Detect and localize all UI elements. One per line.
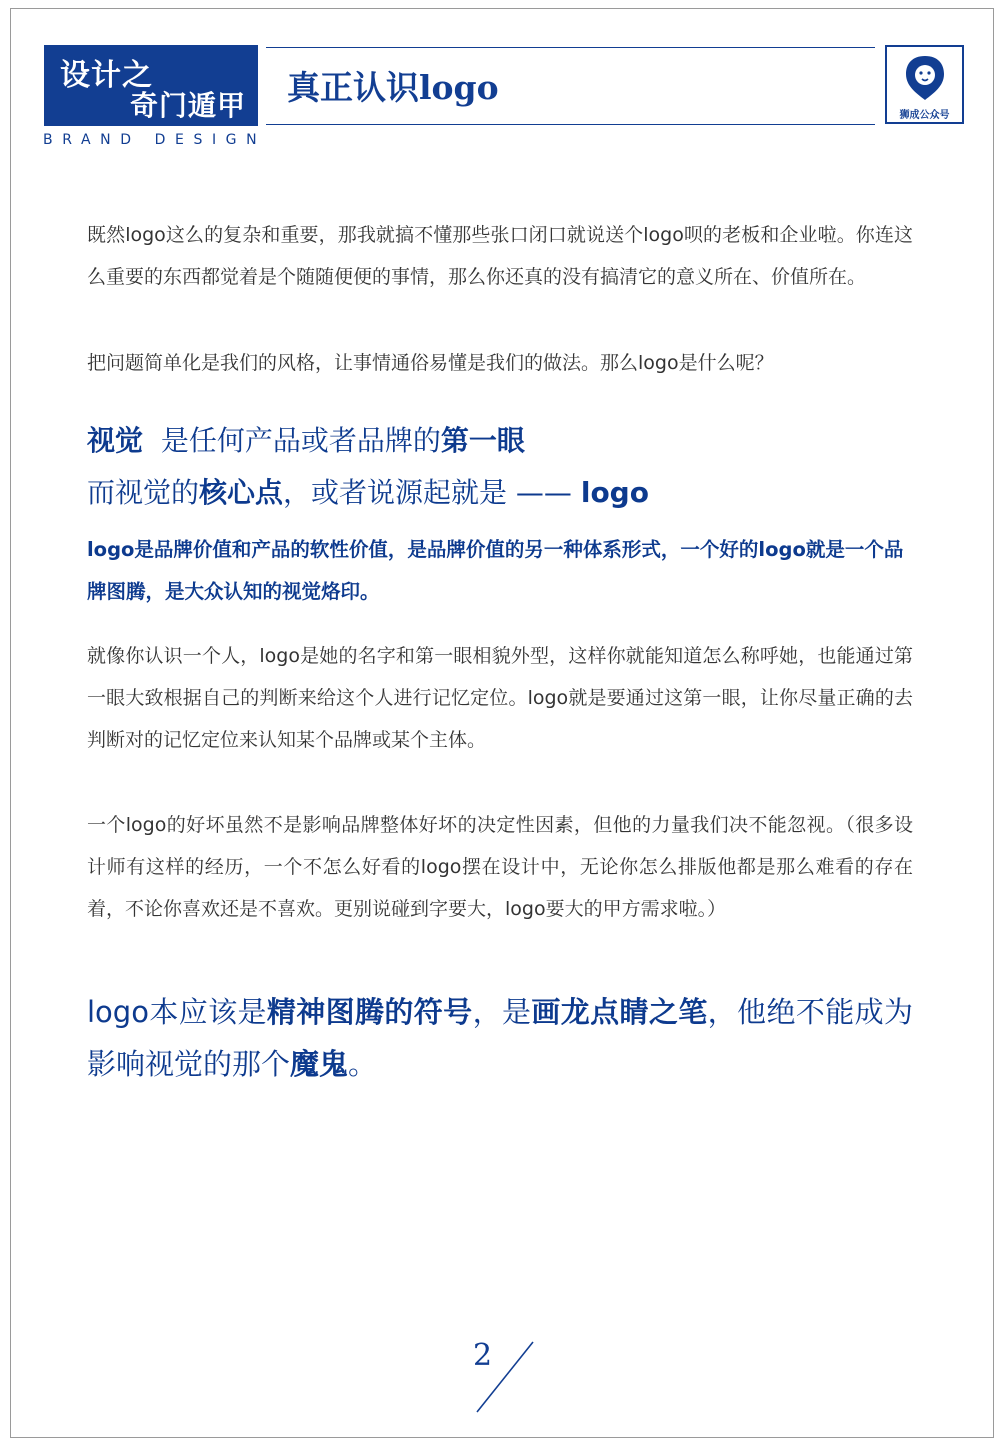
closing-bold3: 魔鬼 xyxy=(290,1047,349,1081)
page-title: 真正认识logo xyxy=(287,68,499,107)
closing-text1: logo本应该是 xyxy=(87,995,267,1029)
headline-visual xyxy=(87,419,525,459)
headline-core-text2: ，或者说源起就是 —— xyxy=(283,476,581,509)
page-number-slash xyxy=(475,1340,537,1414)
intro-paragraph-2: 把问题简单化是我们的风格，让事情通俗易懂是我们的做法。那么logo是什么呢？ xyxy=(87,352,774,374)
brand-name-line1: 设计之 xyxy=(60,58,153,93)
analogy-paragraph: 就像你认识一个人，logo是她的名字和第一眼相貌外型，这样你就能知道怎么称呼她，也能通过第一眼大致根据自己的判断来给这个人进行记忆定位。logo就是要通过这第一眼，让你尽量正确的去判断对的记忆定位来认知某个品牌或某个主体。 xyxy=(87,645,913,751)
closing-statement xyxy=(87,986,913,1090)
definition-paragraph: logo是品牌价值和产品的软性价值，是品牌价值的另一种体系形式，一个好的logo就是一个品牌图腾，是大众认知的视觉烙印。 xyxy=(87,538,904,603)
title-rule-top xyxy=(266,47,875,48)
page-number: 2 xyxy=(473,1338,493,1373)
badge-caption: 狮成公众号 xyxy=(899,110,950,121)
importance-paragraph: 一个logo的好坏虽然不是影响品牌整体好坏的决定性因素，但他的力量我们决不能忽视。（很多设计师有这样的经历，一个不怎么好看的logo摆在设计中，无论你怎么排版他都是那么难看的存在着，不论你喜欢还是不喜欢。更别说碰到字要大，logo要大的甲方需求啦。） xyxy=(87,814,913,920)
closing-bold1: 精神图腾的符号 xyxy=(266,995,473,1029)
brand-subtitle: BRAND DESIGN xyxy=(43,132,267,148)
headline-core xyxy=(87,471,649,511)
intro-paragraph-1: 既然logo这么的复杂和重要，那我就搞不懂那些张口闭口就说送个logo呗的老板和企业啦。你连这么重要的东西都觉着是个随随便便的事情，那么你还真的没有搞清它的意义所在、价值所在。 xyxy=(87,224,913,288)
headline-core-bold1: 核心点 xyxy=(199,476,284,509)
brand-name-line2: 奇门遁甲 xyxy=(130,89,247,122)
headline-visual-bold2: 第一眼 xyxy=(440,424,525,457)
headline-visual-text: 是任何产品或者品牌的 xyxy=(143,424,441,457)
closing-text3: ，他绝不能成为影响视觉的那个 xyxy=(87,995,913,1081)
wechat-badge xyxy=(885,45,964,124)
headline-core-text1: 而视觉的 xyxy=(87,476,200,509)
lion-head-icon xyxy=(905,55,945,101)
headline-core-bold2: logo xyxy=(580,476,649,509)
closing-text2: ，是 xyxy=(472,995,532,1029)
closing-bold2: 画龙点睛之笔 xyxy=(531,995,708,1029)
closing-text4: 。 xyxy=(348,1047,378,1081)
title-rule-bottom xyxy=(266,124,875,125)
headline-visual-bold1: 视觉 xyxy=(87,424,144,457)
